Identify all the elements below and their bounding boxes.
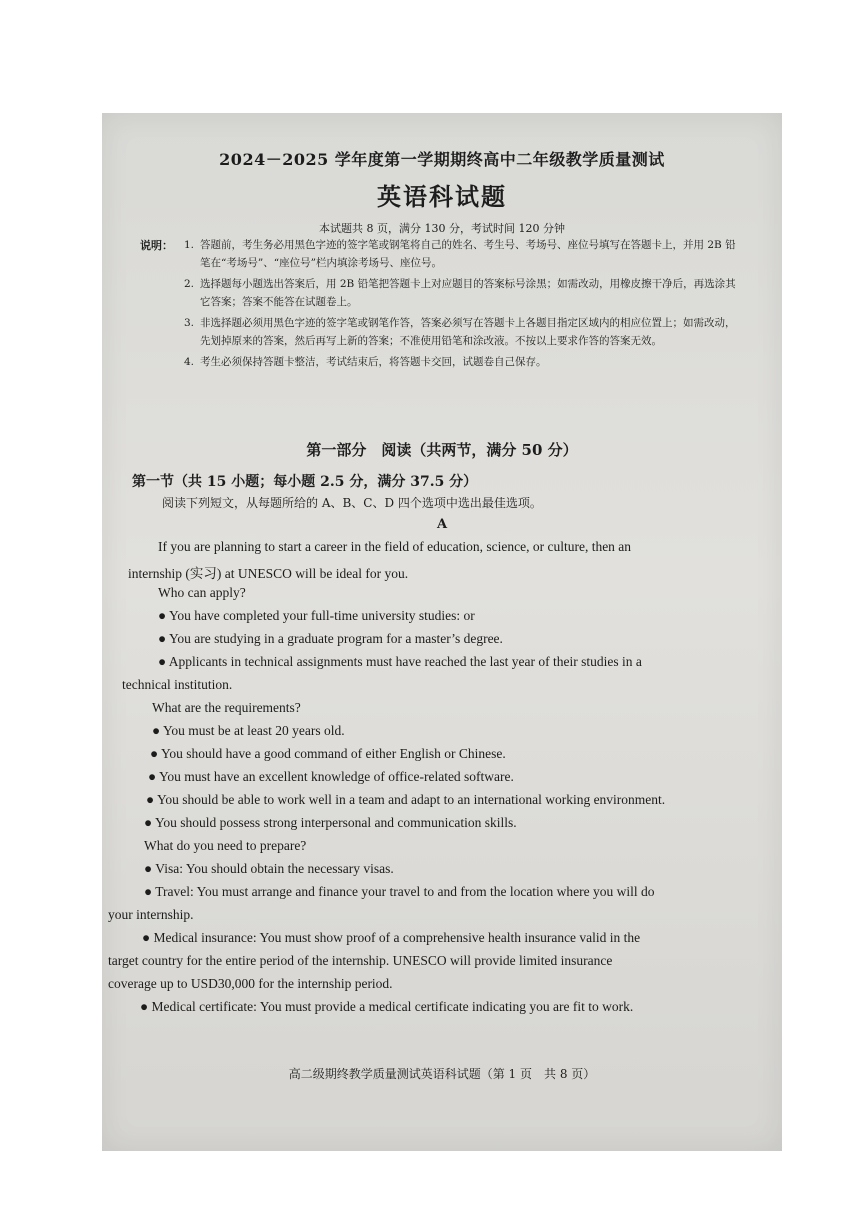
note-text: 考生必须保持答题卡整洁，考试结束后，将答题卡交回，试题卷自己保存。: [200, 356, 547, 368]
note-number: 4.: [184, 356, 195, 368]
page-footer: 高二级期终教学质量测试英语科试题（第 1 页 共 8 页）: [288, 1067, 596, 1081]
note-item: [184, 354, 736, 372]
note-number: 1.: [184, 239, 195, 251]
passage-label: A: [436, 517, 448, 532]
note-item: [184, 276, 736, 311]
bullet-item: ● You should be able to work well in a team and adapt to an international working environment.: [146, 792, 666, 807]
note-number: 3.: [184, 317, 195, 329]
note-number: 2.: [184, 278, 195, 290]
note-text: 答题前，考生务必用黑色字迹的签字笔或钢笔将自己的姓名、考生号、考场号、座位号填写在答题卡上，并用 2B 铅笔在“考场号”、“座位号”栏内填涂考场号、座位号。: [200, 239, 736, 269]
notes-list: [184, 237, 736, 372]
bullet-item: ● Medical insurance: You must show proof of a comprehensive health insurance valid in the: [142, 930, 641, 945]
subject-title: 英语科试题: [377, 182, 507, 211]
passage-line: internship (实习) at UNESCO will be ideal for you.: [128, 566, 409, 581]
exam-title: 2024－2025 学年度第一学期期终高中二年级教学质量测试: [219, 150, 665, 169]
passage-line: coverage up to USD30,000 for the internship period.: [108, 976, 393, 991]
bullet-item: ● Visa: You should obtain the necessary visas.: [144, 861, 394, 876]
bullet-item: ● Medical certificate: You must provide a medical certificate indicating you are fit to work.: [140, 999, 634, 1014]
passage-heading: Who can apply?: [158, 585, 246, 600]
note-item: [184, 237, 736, 272]
passage-line: technical institution.: [122, 677, 233, 692]
passage-line: your internship.: [108, 907, 194, 922]
bullet-item: ● Applicants in technical assignments must have reached the last year of their studies in a: [158, 654, 642, 669]
passage-line: If you are planning to start a career in the field of education, science, or culture, then an: [158, 539, 632, 554]
note-item: [184, 315, 736, 350]
note-text: 非选择题必须用黑色字迹的签字笔或钢笔作答，答案必须写在答题卡上各题目指定区域内的相应位置上；如需改动，先划掉原来的答案，然后再写上新的答案；不准使用铅笔和涂改液。不按以上要求作答的答案无效。: [200, 317, 736, 347]
passage-heading: What are the requirements?: [152, 700, 301, 715]
exam-info: 本试题共 8 页，满分 130 分，考试时间 120 分钟: [319, 222, 565, 235]
notes-label: 说明：: [140, 239, 173, 252]
section-instruction: 阅读下列短文，从每题所给的 A、B、C、D 四个选项中选出最佳选项。: [162, 496, 542, 510]
bullet-item: ● You must be at least 20 years old.: [152, 723, 345, 738]
exam-page: [102, 113, 782, 1151]
bullet-item: ● You are studying in a graduate program for a master’s degree.: [158, 631, 503, 646]
bullet-item: ● You should have a good command of either English or Chinese.: [150, 746, 506, 761]
note-text: 选择题每小题选出答案后，用 2B 铅笔把答题卡上对应题目的答案标号涂黑；如需改动，用橡皮擦干净后，再选涂其它答案；答案不能答在试题卷上。: [200, 278, 736, 308]
section-title: 第一节（共 15 小题；每小题 2.5 分，满分 37.5 分）: [132, 474, 478, 490]
bullet-item: ● Travel: You must arrange and finance your travel to and from the location where you will do: [144, 884, 655, 899]
passage-line: target country for the entire period of the internship. UNESCO will provide limited insurance: [108, 953, 613, 968]
passage-heading: What do you need to prepare?: [144, 838, 307, 853]
bullet-item: ● You must have an excellent knowledge of office-related software.: [148, 769, 514, 784]
bullet-item: ● You should possess strong interpersonal and communication skills.: [144, 815, 517, 830]
bullet-item: ● You have completed your full-time university studies: or: [158, 608, 475, 623]
part-title: 第一部分 阅读（共两节，满分 50 分）: [306, 441, 578, 459]
